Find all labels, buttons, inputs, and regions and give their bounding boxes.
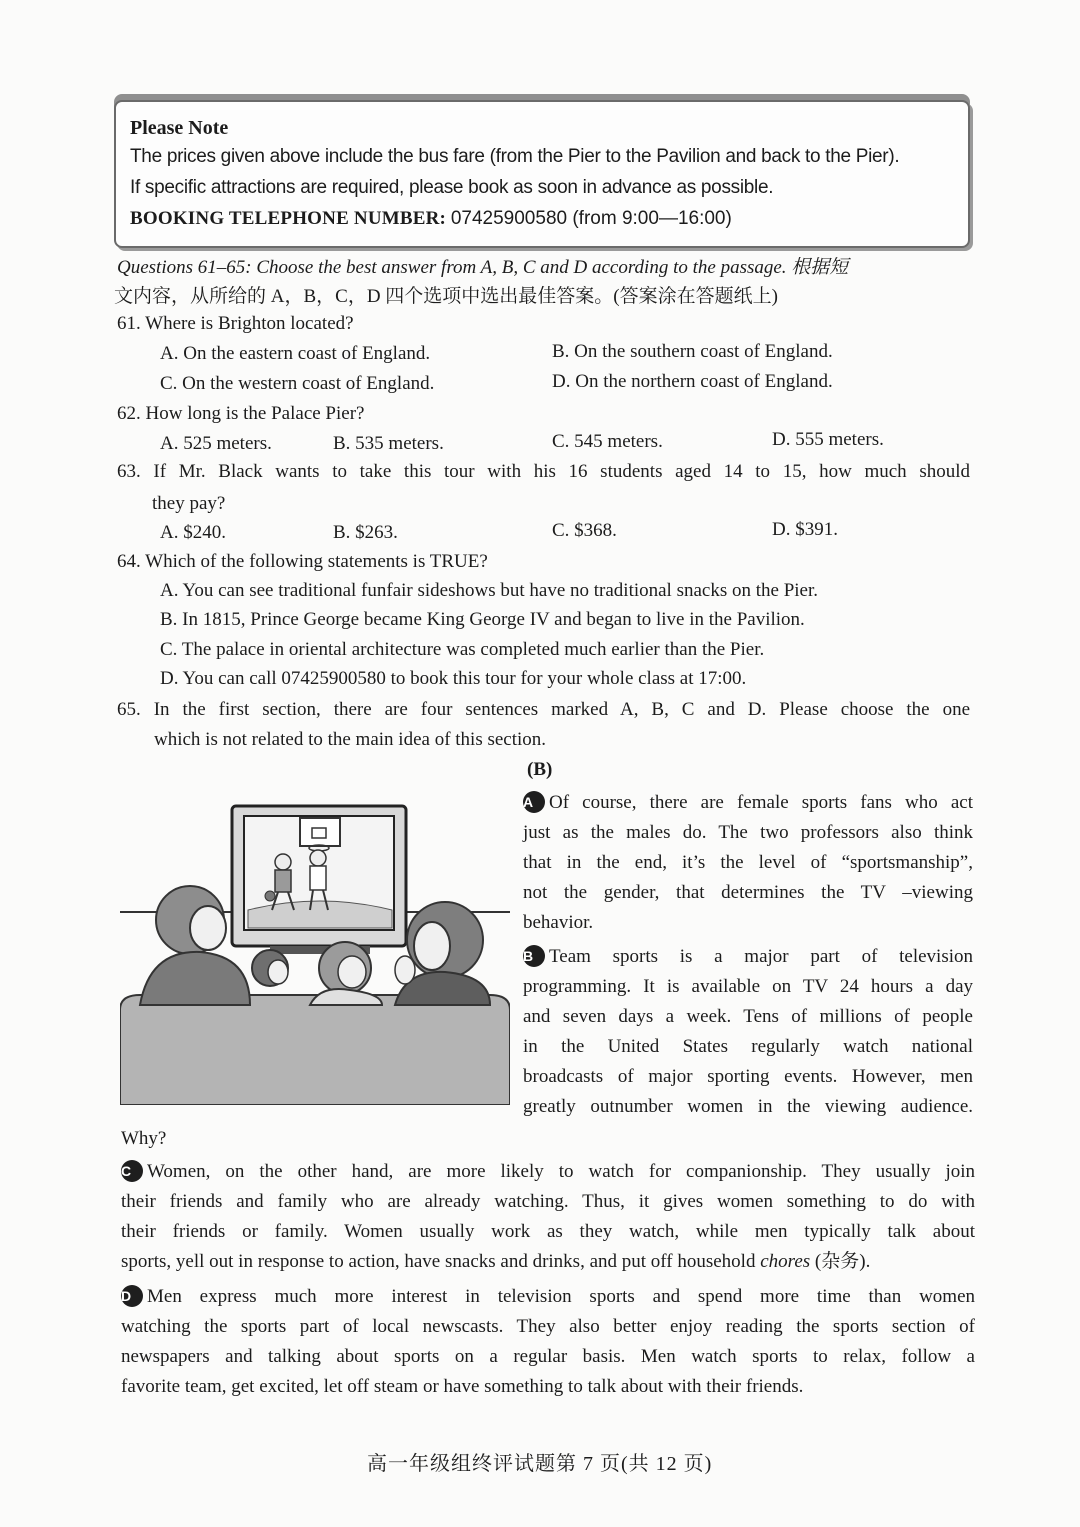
phone-label: BOOKING TELEPHONE NUMBER: bbox=[130, 208, 447, 229]
family-watching-tv-illustration bbox=[120, 800, 510, 1105]
para-d-line: newspapers and talking about sports on a regular basis. Men watch sports to relax, follow a bbox=[121, 1346, 975, 1367]
q61-option-c: C. On the western coast of England. bbox=[160, 373, 435, 394]
chores-gloss: (杂务). bbox=[810, 1251, 871, 1272]
question-63-stem-line-1: 63. If Mr. Black wants to take this tour with his 16 students aged 14 to 15, how much should bbox=[117, 461, 970, 482]
para-b-tail: Why? bbox=[121, 1128, 167, 1149]
para-a-line: that in the end, it’s the level of “sportsmanship”, bbox=[523, 852, 973, 873]
para-c-last-line bbox=[121, 1247, 975, 1277]
para-b-line: greatly outnumber women in the viewing audience. bbox=[523, 1096, 973, 1117]
q64-option-d: D. You can call 07425900580 to book this tour for your whole class at 17:00. bbox=[160, 668, 747, 689]
marker-b-badge: B bbox=[523, 945, 545, 967]
paragraph-c bbox=[121, 1157, 975, 1277]
para-a-line: not the gender, that determines the TV –viewing bbox=[523, 882, 973, 903]
note-booking-advice: If specific attractions are required, please book as soon in advance as possible. bbox=[130, 177, 774, 198]
para-d-line: Men express much more interest in television sports and spend more time than women bbox=[147, 1286, 975, 1307]
q62-option-a: A. 525 meters. bbox=[160, 433, 272, 454]
q63-option-d: D. $391. bbox=[772, 519, 838, 540]
question-65-stem-line-1: 65. In the first section, there are four sentences marked A, B, C and D. Please choose the one bbox=[117, 699, 970, 720]
section-b-heading: (B) bbox=[527, 759, 553, 780]
q63-option-c: C. $368. bbox=[552, 520, 617, 541]
para-c-last-text: sports, yell out in response to action, have snacks and drinks, and put off household bbox=[121, 1251, 761, 1272]
chores-word: chores bbox=[760, 1251, 811, 1272]
q62-option-b: B. 535 meters. bbox=[333, 433, 444, 454]
para-d-line: favorite team, get excited, let off steam or have something to talk about with their friends. bbox=[121, 1376, 804, 1397]
question-65-stem-line-2: which is not related to the main idea of this section. bbox=[154, 729, 547, 750]
marker-a-badge: A bbox=[523, 791, 545, 813]
phone-value: 07425900580 (from 9:00—16:00) bbox=[450, 208, 732, 229]
paragraph-b bbox=[523, 942, 973, 1122]
question-63-stem-line-2: they pay? bbox=[152, 493, 226, 514]
q64-option-b: B. In 1815, Prince George became King George IV and began to live in the Pavilion. bbox=[160, 609, 805, 630]
marker-d-badge: D bbox=[121, 1285, 143, 1307]
para-c-line: Women, on the other hand, are more likely to watch for companionship. They usually join bbox=[147, 1161, 975, 1182]
para-d-line: watching the sports part of local newscasts. They also better enjoy reading the sports section of bbox=[121, 1316, 975, 1337]
please-note-box bbox=[114, 100, 970, 248]
note-phone bbox=[130, 208, 732, 230]
q63-option-b: B. $263. bbox=[333, 522, 398, 543]
instructions-line-2: 文内容，从所给的 A，B，C，D 四个选项中选出最佳答案。(答案涂在答题纸上) bbox=[114, 286, 778, 307]
para-b-line: broadcasts of major sporting events. However, men bbox=[523, 1066, 973, 1087]
para-a-line: just as the males do. The two professors also think bbox=[523, 822, 973, 843]
q62-option-c: C. 545 meters. bbox=[552, 431, 663, 452]
question-62-stem: 62. How long is the Palace Pier? bbox=[117, 403, 365, 424]
note-price-info: The prices given above include the bus fare (from the Pier to the Pavilion and back to the Pier). bbox=[130, 146, 900, 167]
para-b-line: and seven days a week. Tens of millions of people bbox=[523, 1006, 973, 1027]
paragraph-d bbox=[121, 1282, 975, 1402]
para-a-line: Of course, there are female sports fans who act bbox=[549, 792, 973, 813]
paragraph-a bbox=[523, 788, 973, 938]
para-b-line: programming. It is available on TV 24 hours a day bbox=[523, 976, 973, 997]
question-61-stem: 61. Where is Brighton located? bbox=[117, 313, 354, 334]
instructions-line-1: Questions 61–65: Choose the best answer from A, B, C and D according to the passage. 根据短 bbox=[117, 257, 849, 278]
q62-option-d: D. 555 meters. bbox=[772, 429, 884, 450]
note-title: Please Note bbox=[130, 117, 229, 139]
q63-option-a: A. $240. bbox=[160, 522, 226, 543]
question-64-stem: 64. Which of the following statements is TRUE? bbox=[117, 551, 488, 572]
para-b-line: Team sports is a major part of television bbox=[549, 946, 973, 967]
q61-option-a: A. On the eastern coast of England. bbox=[160, 343, 431, 364]
q64-option-a: A. You can see traditional funfair sideshows but have no traditional snacks on the Pier. bbox=[160, 580, 819, 601]
marker-c-badge: C bbox=[121, 1160, 143, 1182]
para-c-line: their friends or family. Women usually work as they watch, while men typically talk about bbox=[121, 1221, 975, 1242]
q61-option-d: D. On the northern coast of England. bbox=[552, 371, 833, 392]
para-c-line: their friends and family who are already watching. Thus, it gives women something to do with bbox=[121, 1191, 975, 1212]
q61-option-b: B. On the southern coast of England. bbox=[552, 341, 833, 362]
q64-option-c: C. The palace in oriental architecture was completed much earlier than the Pier. bbox=[160, 639, 765, 660]
para-b-line: in the United States regularly watch national bbox=[523, 1036, 973, 1057]
page-footer: 高一年级组终评试题第 7 页(共 12 页) bbox=[367, 1453, 713, 1475]
para-a-line: behavior. bbox=[523, 912, 594, 933]
